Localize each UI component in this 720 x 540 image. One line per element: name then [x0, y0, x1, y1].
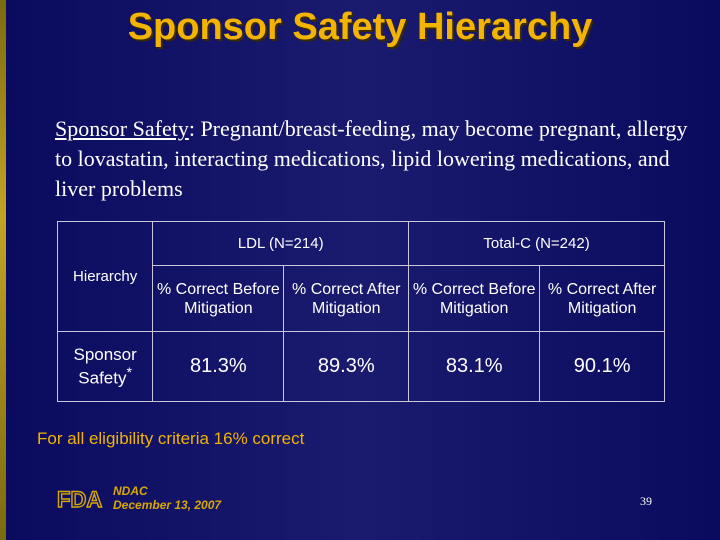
- totalc-after-header: % Correct After Mitigation: [540, 266, 665, 332]
- left-accent-bar: [0, 0, 6, 540]
- intro-text: : Pregnant/breast-feeding, may become pregnant, allergy to lovastatin, interacting medications, lipid lowering medications, and liver problems: [55, 116, 688, 201]
- intro-label: Sponsor Safety: [55, 116, 189, 141]
- ldl-group-header: LDL (N=214): [153, 222, 409, 266]
- ldl-before-header: % Correct Before Mitigation: [153, 266, 284, 332]
- page-number: 39: [640, 494, 652, 508]
- ldl-before-value: 81.3%: [153, 332, 284, 402]
- ldl-after-header: % Correct After Mitigation: [284, 266, 409, 332]
- hierarchy-header: Hierarchy: [58, 222, 153, 332]
- totalc-group-header: Total-C (N=242): [409, 222, 665, 266]
- meeting-date: December 13, 2007: [113, 498, 222, 512]
- sponsor-safety-row-label: Sponsor Safety*: [58, 332, 153, 402]
- slide-title: Sponsor Safety Hierarchy: [127, 6, 593, 48]
- intro-paragraph: [55, 114, 695, 204]
- ldl-after-value: 89.3%: [284, 332, 409, 402]
- results-table: [57, 221, 665, 402]
- meeting-name: NDAC: [113, 484, 148, 498]
- totalc-after-value: 90.1%: [540, 332, 665, 402]
- totalc-before-header: % Correct Before Mitigation: [409, 266, 540, 332]
- footnote-marker: *: [126, 364, 132, 381]
- footer-meeting-info: [113, 484, 221, 512]
- eligibility-note: For all eligibility criteria 16% correct: [37, 429, 305, 448]
- totalc-before-value: 83.1%: [409, 332, 540, 402]
- fda-logo-text: FDA: [57, 487, 103, 511]
- fda-logo: [56, 485, 106, 511]
